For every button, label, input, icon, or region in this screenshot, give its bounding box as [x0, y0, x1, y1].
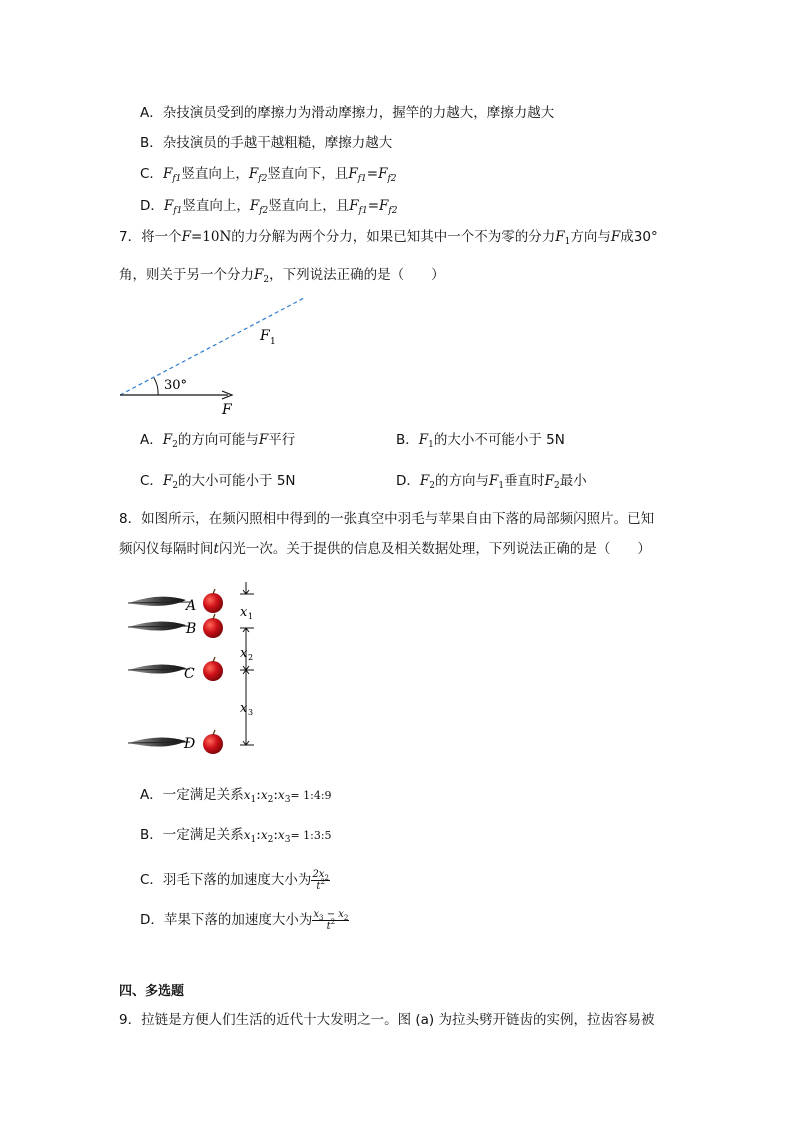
q8-option-d: D．苹果下落的加速度大小为 $\frac{x_3 - x_2}{t^2}$	[140, 908, 349, 932]
angle-label: 30°	[164, 378, 188, 393]
q6-option-a: A．杂技演员受到的摩擦力为滑动摩擦力，握竿的力越大，摩擦力越大	[140, 105, 555, 121]
section-title-multiple-choice: 四、多选题	[119, 984, 185, 999]
fraction-2x2-over-t2: $\frac{2x_2}{t^2}$	[312, 868, 329, 892]
q6-option-b: B．杂技演员的手越干越粗糙，摩擦力越大	[140, 135, 393, 151]
q7-stem-line1: 7．将一个F=10N的力分解为两个分力，如果已知其中一个不为零的分力$F_1$方向与F成30°	[119, 229, 658, 247]
angle-arc	[154, 378, 158, 395]
label-a: A	[186, 598, 197, 614]
label-d: D	[184, 736, 196, 752]
apple-d	[203, 730, 223, 754]
x3-label: x	[240, 701, 248, 716]
feather-c	[128, 664, 190, 673]
q8-option-a: A．一定满足关系$x_1:x_2:x_3=$ 1:4:9	[140, 787, 332, 805]
f1-label: F	[260, 328, 270, 344]
q7-option-c: C．$F_2$的大小可能小于 5N	[140, 473, 296, 491]
feather-d	[128, 737, 190, 746]
x2-label: x	[240, 646, 248, 661]
q8-option-c: C．羽毛下落的加速度大小为 $\frac{2x_2}{t^2}$	[140, 868, 329, 892]
q8-option-b: B．一定满足关系$x_1:x_2:x_3=$ 1:3:5	[140, 827, 332, 845]
q7-option-b: B．$F_1$的大小不可能小于 5N	[396, 432, 565, 450]
q7-option-d: D．$F_2$的方向与$F_1$垂直时$F_2$最小	[396, 473, 587, 491]
q7-stem-line2: 角，则关于另一个分力$F_2$，下列说法正确的是（ ）	[119, 267, 445, 285]
apple-b	[203, 614, 223, 638]
x1-subscript: 1	[248, 612, 254, 621]
label-b: B	[186, 621, 197, 637]
q7-force-diagram	[110, 290, 320, 420]
q8-stem-line1: 8．如图所示，在频闪照相中得到的一张真空中羽毛与苹果自由下落的局部频闪照片。已知	[119, 511, 655, 527]
label-c: C	[184, 666, 195, 682]
f1-dashed-line	[120, 298, 304, 395]
q7-option-a: A．$F_2$的方向可能与F平行	[140, 432, 296, 450]
apple-c	[203, 657, 223, 681]
q6-option-d: D．$F_{f1}$竖直向上，$F_{f2}$竖直向上，且$F_{f1}=F_{f2}$	[140, 198, 398, 216]
feather-a	[128, 597, 190, 606]
f-label: F	[222, 402, 232, 418]
fraction-x3-minus-x2-over-t2: $\frac{x_3 - x_2}{t^2}$	[313, 908, 349, 932]
q9-stem-line1: 9．拉链是方便人们生活的近代十大发明之一。图 (a) 为拉头劈开链齿的实例，拉齿容易被	[119, 1012, 655, 1028]
q8-strobe-figure	[120, 580, 280, 760]
f1-subscript: 1	[270, 337, 276, 347]
apple-a	[203, 589, 223, 613]
x3-subscript: 3	[248, 708, 254, 717]
x1-label: x	[240, 605, 248, 620]
q6-option-c: C．$F_{f1}$竖直向上，$F_{f2}$竖直向下，且$F_{f1}=F_{f2}$	[140, 166, 397, 184]
feather-b	[128, 621, 190, 630]
x2-subscript: 2	[248, 653, 254, 662]
q8-stem-line2: 频闪仪每隔时间t闪光一次。关于提供的信息及相关数据处理，下列说法正确的是（ ）	[119, 541, 651, 557]
